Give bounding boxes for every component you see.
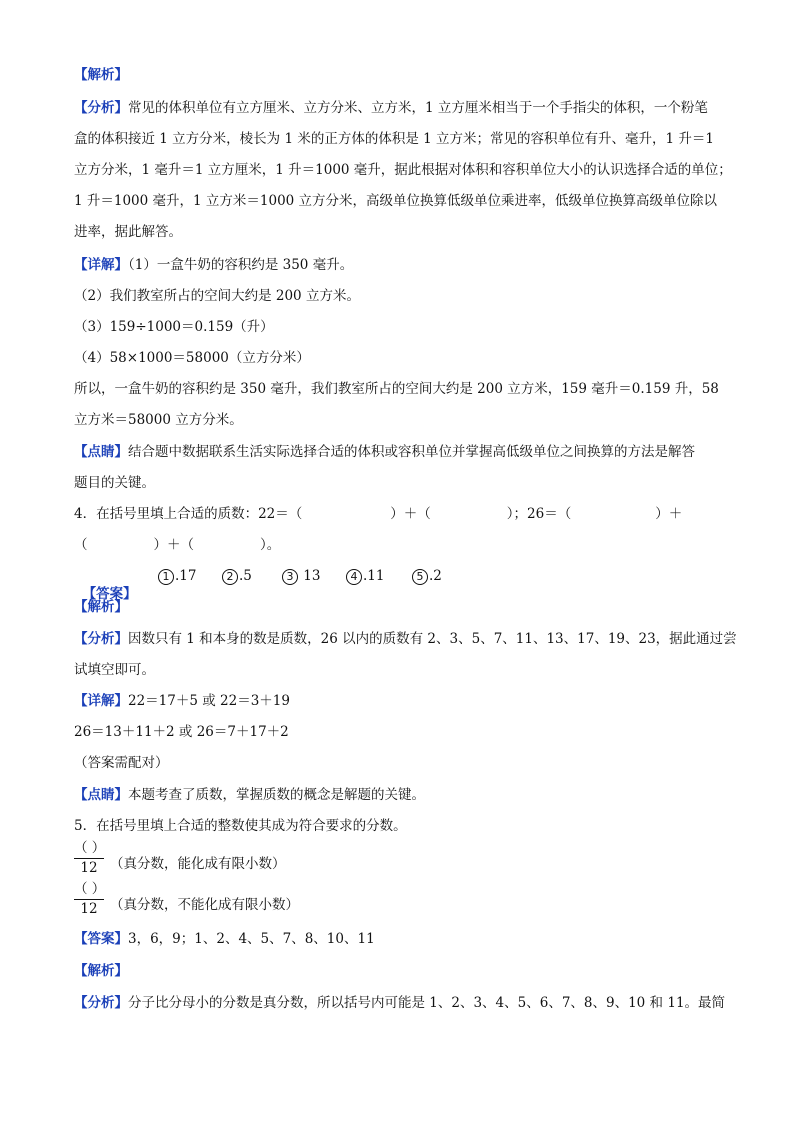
answer-option: 5 .2 — [412, 567, 442, 585]
answer-row-q4: 【答案】 1 .17 2 .5 3 13 4 .11 5 .2 — [82, 568, 442, 602]
detail-line: 所以，一盒牛奶的容积约是 350 毫升，我们教室所占的空间大约是 200 立方米，159 毫升＝0.159 升，58 — [74, 381, 719, 397]
question-4-line-1: 4．在括号里填上合适的质数：22＝（ ）＋（ ）；26＝（ ）＋ — [74, 506, 683, 522]
jiexi-label-2: 【解析】 — [74, 599, 128, 615]
analysis-line: 1 升＝1000 毫升，1 立方米＝1000 立方分米，高级单位换算低级单位乘进率，低级单位换算高级单位除以 — [74, 193, 718, 209]
answer-option: 1 .17 — [158, 567, 196, 585]
detail-line: 立方米＝58000 立方分米。 — [74, 412, 243, 428]
analysis-line: 立方分米，1 毫升＝1 立方厘米，1 升＝1000 毫升，据此根据对体积和容积单位大小的认识选择合适的单位； — [74, 162, 732, 178]
detail-line: 26＝13＋11＋2 或 26＝7＋17＋2 — [74, 724, 289, 740]
fraction-1 — [74, 840, 104, 877]
question-5-stem: 5．在括号里填上合适的整数使其成为符合要求的分数。 — [74, 818, 407, 834]
fraction-denominator: 12 — [80, 860, 98, 876]
detail-line: 【详解】（1）一盒牛奶的容积约是 350 毫升。 — [74, 257, 354, 273]
analysis-line: 盒的体积接近 1 立方分米，棱长为 1 米的正方体的体积是 1 立方米；常见的容积单位有升、毫升，1 升＝1 — [74, 131, 714, 147]
jiexi-label-3: 【解析】 — [74, 963, 128, 979]
fraction-bar — [74, 899, 104, 900]
detail-line: （答案需配对） — [74, 755, 169, 771]
fraction-note: （真分数，不能化成有限小数） — [110, 897, 299, 913]
tip-line: 【点睛】本题考查了质数，掌握质数的概念是解题的关键。 — [74, 787, 425, 803]
tip-line: 题目的关键。 — [74, 475, 155, 491]
fraction-numerator: （ ） — [74, 881, 106, 897]
analysis-line: 【分析】因数只有 1 和本身的数是质数，26 以内的质数有 2、3、5、7、11、13、17、19、23，据此通过尝 — [74, 631, 737, 647]
analysis-line: 【分析】分子比分母小的分数是真分数，所以括号内可能是 1、2、3、4、5、6、7、8、9、10 和 11。最简 — [74, 995, 726, 1011]
tip-line: 【点睛】结合题中数据联系生活实际选择合适的体积或容积单位并掌握高低级单位之间换算的方法是解答 — [74, 444, 695, 460]
jiexi-label-1: 【解析】 — [74, 67, 128, 83]
analysis-line: 试填空即可。 — [74, 662, 155, 678]
answer-option: 2 .5 — [222, 567, 252, 585]
fraction-2 — [74, 881, 104, 918]
fraction-numerator: （ ） — [74, 840, 106, 856]
question-4-line-2: （ ）＋（ ）。 — [74, 537, 281, 553]
answer-option: 4 .11 — [346, 567, 384, 585]
detail-line: （2）我们教室所占的空间大约是 200 立方米。 — [74, 288, 360, 304]
detail-line: （3）159÷1000＝0.159（升） — [74, 319, 274, 335]
analysis-line: 进率，据此解答。 — [74, 224, 182, 240]
fraction-denominator: 12 — [80, 901, 98, 917]
detail-line: 【详解】22＝17＋5 或 22＝3＋19 — [74, 693, 290, 709]
fraction-note: （真分数，能化成有限小数） — [110, 856, 286, 872]
detail-line: （4）58×1000＝58000（立方分米） — [74, 350, 310, 366]
answer-row-q5: 【答案】3，6，9；1、2、4、5、7、8、10、11 — [74, 931, 375, 947]
analysis-line: 【分析】常见的体积单位有立方厘米、立方分米、立方米，1 立方厘米相当于一个手指尖的体积，一个粉笔 — [74, 100, 708, 116]
fraction-bar — [74, 858, 104, 859]
answer-option: 3 13 — [282, 567, 320, 585]
